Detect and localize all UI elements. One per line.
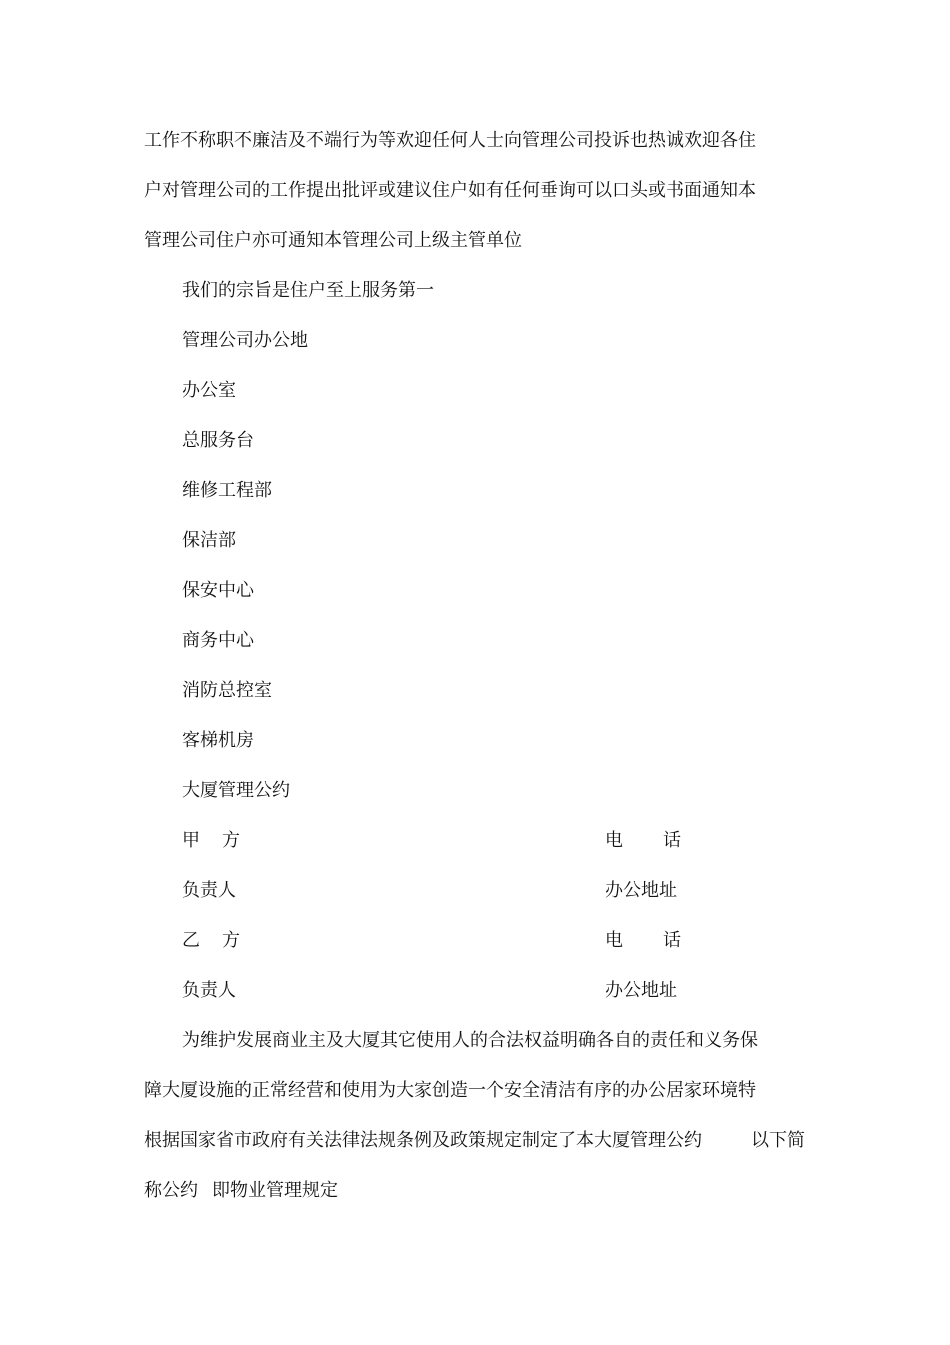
party-b-phone-label (605, 929, 681, 953)
phone-label-char2: 话 (663, 830, 681, 851)
directory-item-business-center: 商务中心 (182, 630, 254, 651)
party-b-label (182, 929, 240, 953)
directory-item-service-desk: 总服务台 (182, 430, 254, 451)
paragraph2-line3b: 以下简 (751, 1130, 805, 1151)
motto-line: 我们的宗旨是住户至上服务第一 (182, 280, 434, 301)
party-b-label-char2: 方 (222, 930, 240, 951)
party-a-office-address: 办公地址 (605, 880, 677, 901)
paragraph2-line3a: 根据国家省市政府有关法律法规条例及政策规定制定了本大厦管理公约 (144, 1130, 702, 1151)
party-b-person-in-charge: 负责人 (182, 980, 236, 1001)
phone-label-char1: 电 (605, 930, 623, 951)
phone-label-char1: 电 (605, 830, 623, 851)
directory-item-cleaning: 保洁部 (182, 530, 236, 551)
directory-item-office-location: 管理公司办公地 (182, 330, 308, 351)
party-a-phone-label (605, 829, 681, 853)
directory-item-maintenance: 维修工程部 (182, 480, 272, 501)
phone-label-char2: 话 (663, 930, 681, 951)
party-b-office-address: 办公地址 (605, 980, 677, 1001)
party-a-label (182, 829, 240, 853)
directory-item-office: 办公室 (182, 380, 236, 401)
directory-item-security: 保安中心 (182, 580, 254, 601)
agreement-title: 大厦管理公约 (182, 780, 290, 801)
paragraph2-line4b: 即物业管理规定 (212, 1180, 338, 1201)
paragraph1-line1: 工作不称职不廉洁及不端行为等欢迎任何人士向管理公司投诉也热诚欢迎各住 (144, 130, 756, 151)
paragraph2-line2: 障大厦设施的正常经营和使用为大家创造一个安全清洁有序的办公居家环境特 (144, 1080, 756, 1101)
party-b-label-char1: 乙 (182, 930, 200, 951)
paragraph2-line1: 为维护发展商业主及大厦其它使用人的合法权益明确各自的责任和义务保 (182, 1030, 758, 1051)
party-a-person-in-charge: 负责人 (182, 880, 236, 901)
party-a-label-char2: 方 (222, 830, 240, 851)
directory-item-elevator-room: 客梯机房 (182, 730, 254, 751)
paragraph1-line3: 管理公司住户亦可通知本管理公司上级主管单位 (144, 230, 522, 251)
paragraph2-line4a: 称公约 (144, 1180, 198, 1201)
directory-item-fire-control: 消防总控室 (182, 680, 272, 701)
paragraph1-line2: 户对管理公司的工作提出批评或建议住户如有任何垂询可以口头或书面通知本 (144, 180, 756, 201)
party-a-label-char1: 甲 (182, 830, 200, 851)
